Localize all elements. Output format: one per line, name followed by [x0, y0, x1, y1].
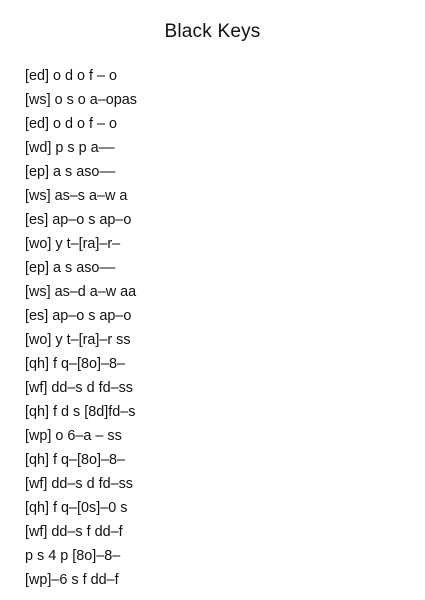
sheet-line: [ws] as–s a–w a	[25, 188, 128, 204]
sheet-line: [wo] y t–[ra]–r ss	[25, 332, 131, 348]
sheet-line: [wd] p s p a––	[25, 140, 115, 156]
sheet-line: [qh] f d s [8d]fd–s	[25, 404, 136, 420]
sheet-line: [es] ap–o s ap–o	[25, 308, 132, 324]
sheet-line: [ed] o d o f – o	[25, 68, 118, 84]
sheet-line: [wp] o 6–a – ss	[25, 428, 122, 444]
sheet-line: [ep] a s aso––	[25, 164, 116, 180]
sheet-line: [qh] f q–[8o]–8–	[25, 452, 126, 468]
sheet-line: [ws] as–d a–w aa	[25, 284, 137, 300]
sheet-line: [wp]–6 s f dd–f	[25, 572, 119, 588]
sheet-line: [qh] f q–[0s]–0 s	[25, 500, 128, 516]
sheet-line: [es] ap–o s ap–o	[25, 212, 132, 228]
sheet-line: p s 4 p [8o]–8–	[25, 548, 121, 564]
sheet-line: [wf] dd–s f dd–f	[25, 524, 123, 540]
sheet-lines	[25, 64, 137, 592]
sheet-line: [ws] o s o a–opas	[25, 92, 137, 108]
sheet-line: [wo] y t–[ra]–r–	[25, 236, 121, 252]
sheet-line: [wf] dd–s d fd–ss	[25, 476, 133, 492]
sheet-line: [ed] o d o f – o	[25, 116, 118, 132]
sheet-line: [qh] f q–[8o]–8–	[25, 356, 126, 372]
sheet-line: [wf] dd–s d fd–ss	[25, 380, 133, 396]
page-title: Black Keys	[164, 21, 261, 42]
sheet-line: [ep] a s aso––	[25, 260, 116, 276]
